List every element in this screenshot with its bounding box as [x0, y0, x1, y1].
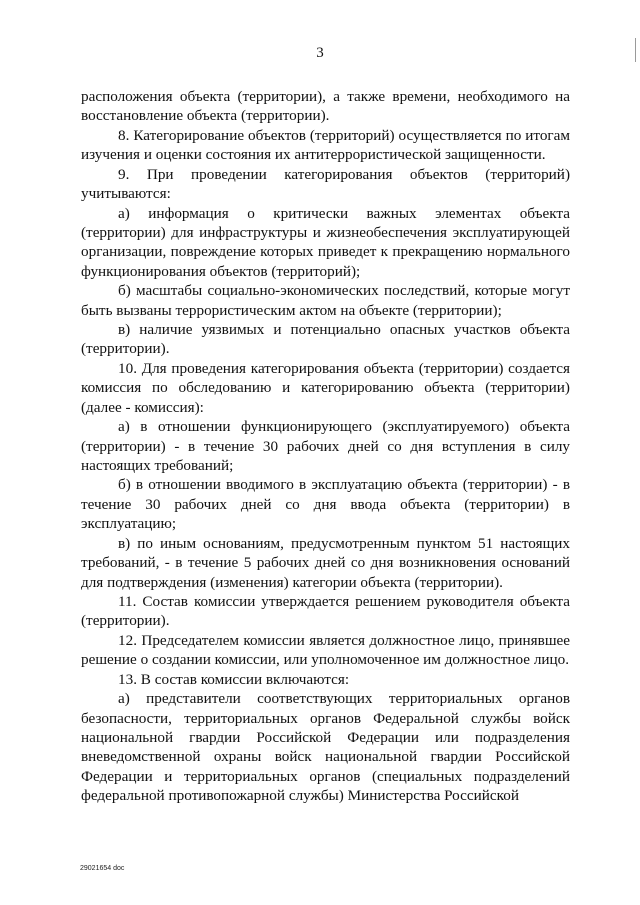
paragraph-item-9a: а) информация о критически важных элементах объекта (территории) для инфраструктуры и жизнеобеспечения эксплуатирующей организации, повреждение которых приведет к прекращению нормального функционирования объектов (территорий); — [81, 204, 570, 280]
document-body — [81, 87, 570, 806]
footer-file-code: 29021654 doc — [80, 865, 125, 872]
paragraph-item-9b: б) масштабы социально-экономических последствий, которые могут быть вызваны террористическим актом на объекте (территории); — [81, 282, 570, 319]
paragraph-item-9: 9. При проведении категорирования объектов (территорий) учитываются: — [81, 165, 570, 203]
paragraph-item-13a: а) представители соответствующих территориальных органов безопасности, территориальных органов Федеральной службы войск национальной гвардии Российской Федерации или подразделения вневедомственной охраны войск национальной гвардии Российской Федерации и территориальных органов (специальных подразделений федеральной противопожарной службы) Министерства Российской — [81, 690, 570, 805]
paragraph-item-13: 13. В состав комиссии включаются: — [118, 670, 350, 688]
paragraph-item-10a: а) в отношении функционирующего (эксплуатируемого) объекта (территории) - в течение 30 рабочих дней со дня вступления в силу настоящих требований; — [81, 418, 570, 475]
page-number: 3 — [316, 45, 324, 61]
paragraph-item-10v: в) по иным основаниям, предусмотренным пунктом 51 настоящих требований, - в течение 5 рабочих дней со дня возникновения оснований для подтверждения (изменения) категории объекта (территории). — [81, 534, 570, 591]
paragraph-item-11: 11. Состав комиссии утверждается решением руководителя объекта (территории). — [81, 592, 570, 630]
paragraph-item-8: 8. Категорирование объектов (территорий) осуществляется по итогам изучения и оценки состояния их антитеррористической защищенности. — [81, 126, 570, 164]
paragraph-item-12: 12. Председателем комиссии является должностное лицо, принявшее решение о создании комиссии, или уполномоченное им должностное лицо. — [81, 631, 570, 669]
paragraph-continuation: расположения объекта (территории), а также времени, необходимого на восстановление объекта (территории). — [81, 88, 570, 125]
paragraph-item-9v: в) наличие уязвимых и потенциально опасных участков объекта (территории). — [81, 321, 570, 358]
scan-edge-mark — [635, 38, 636, 62]
paragraph-item-10: 10. Для проведения категорирования объекта (территории) создается комиссия по обследованию и категорированию объекта (территории) (далее - комиссия): — [81, 359, 570, 416]
paragraph-item-10b: б) в отношении вводимого в эксплуатацию объекта (территории) - в течение 30 рабочих дней со дня ввода объекта (территории) в эксплуатацию; — [81, 476, 570, 533]
